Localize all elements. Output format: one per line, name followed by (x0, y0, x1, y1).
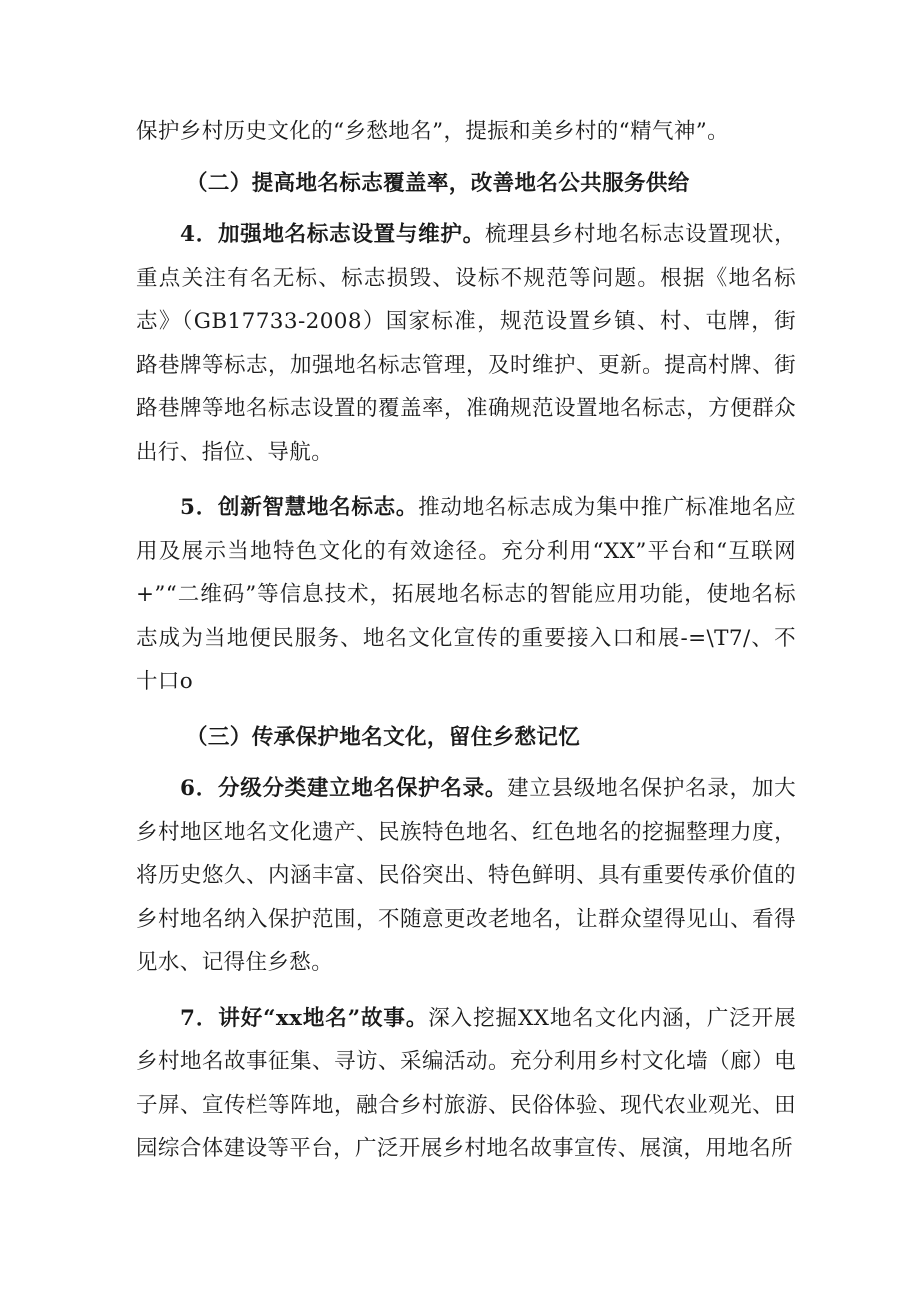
paragraph-item-4 (136, 213, 796, 474)
paragraph-item-6 (136, 767, 796, 985)
paragraph-continuation: 保护乡村历史文化的“乡愁地名”，提振和美乡村的“精气神”。 (136, 119, 730, 144)
document-page (136, 110, 796, 1171)
item-6-body: 建立县级地名保护名录，加大乡村地区地名文化遗产、民族特色地名、红色地名的挖掘整理力度，将历史悠久、内涵丰富、民俗突出、特色鲜明、具有重要传承价值的乡村地名纳入保护范围，不随意更改老地名，让群众望得见山、看得见水、记得住乡愁。 (136, 776, 797, 975)
item-7-body: 深入挖掘XX地名文化内涵，广泛开展乡村地名故事征集、寻访、采编活动。充分利用乡村文化墙（廊）电子屏、宣传栏等阵地，融合乡村旅游、民俗体验、现代农业观光、田园综合体建设等平台，广泛开展乡村地名故事宣传、展演，用地名所 (136, 1005, 796, 1161)
item-5-lead: 5．创新智慧地名标志。 (180, 495, 419, 520)
section-heading-3: （三）传承保护地名文化，留住乡愁记忆 (186, 724, 581, 750)
section-heading-2: （二）提高地名标志覆盖率，改善地名公共服务供给 (186, 170, 690, 196)
paragraph-item-7 (136, 997, 796, 1171)
item-4-body: 梳理县乡村地名标志设置现状，重点关注有名无标、标志损毁、设标不规范等问题。根据《地名标志》（GB17733-2008）国家标准，规范设置乡镇、村、屯牌，街路巷牌等标志，加强地名标志管理，及时维护、更新。提高村牌、街路巷牌等地名标志设置的覆盖率，准确规范设置地名标志，方便群众出行、指位、导航。 (136, 222, 796, 465)
item-5-body: 推动地名标志成为集中推广标准地名应用及展示当地特色文化的有效途径。充分利用“XX”平台和“互联网+”“二维码”等信息技术，拓展地名标志的智能应用功能，使地名标志成为当地便民服务、地名文化宣传的重要接入口和展-=\T7/、不十口o (136, 495, 796, 694)
item-6-lead: 6．分级分类建立地名保护名录。 (180, 776, 508, 801)
item-4-lead: 4．加强地名标志设置与维护。 (180, 222, 485, 247)
paragraph-item-5 (136, 486, 796, 704)
item-7-lead: 7．讲好“xx地名”故事。 (180, 1005, 429, 1031)
